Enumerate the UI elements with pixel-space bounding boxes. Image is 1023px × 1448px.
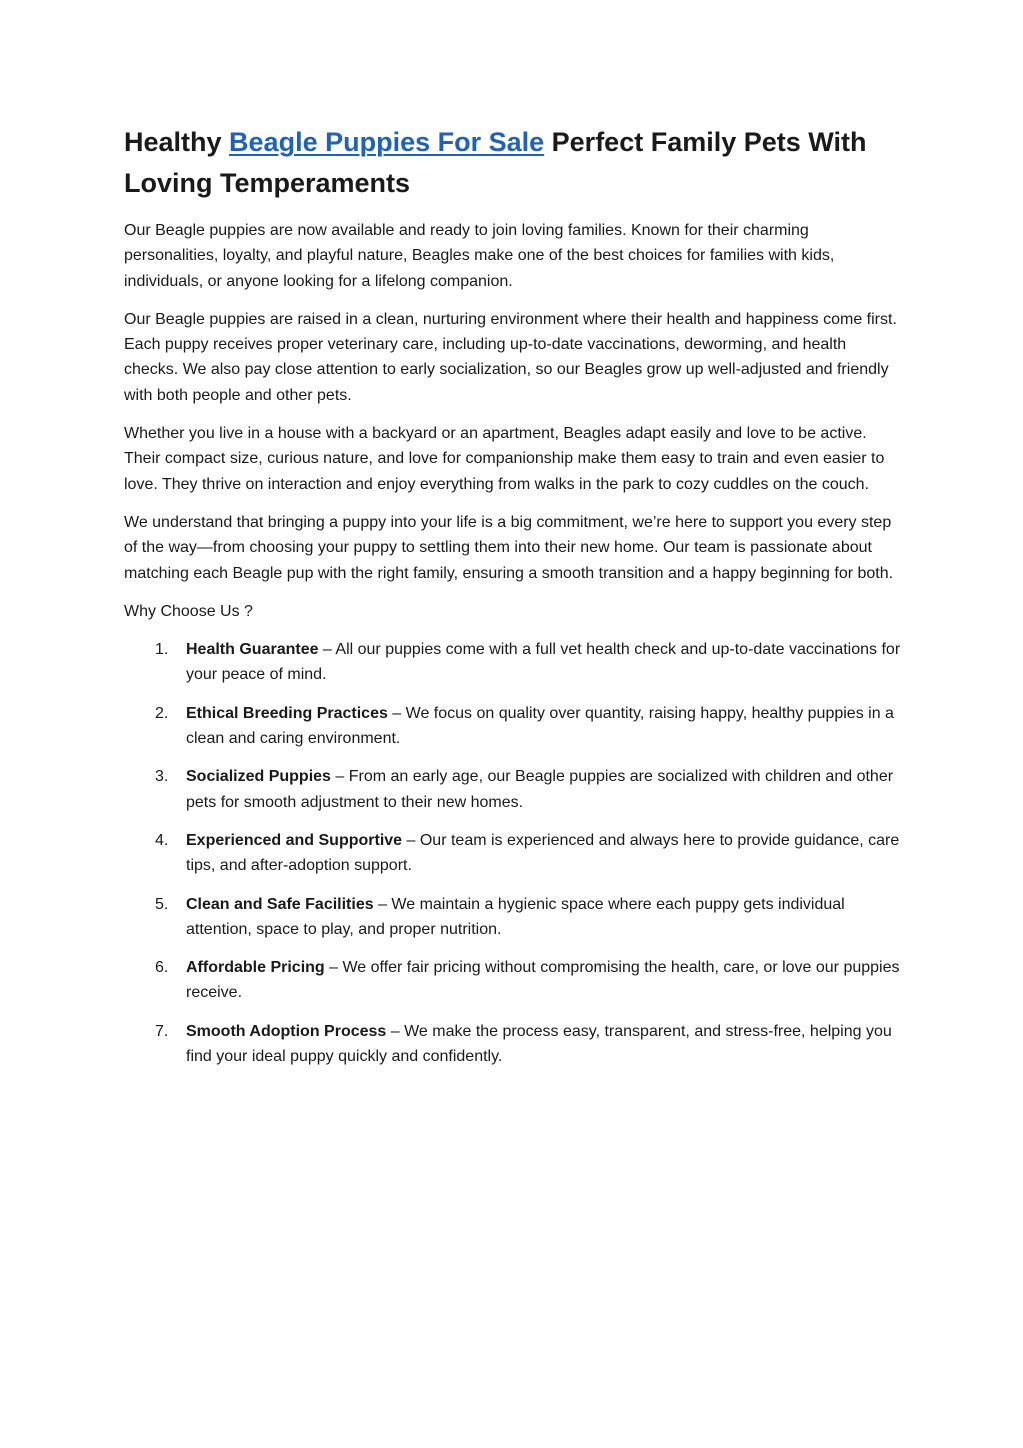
list-item [124, 828, 902, 879]
list-number: 4. [155, 831, 169, 849]
lifestyle-paragraph: Whether you live in a house with a backyard or an apartment, Beagles adapt easily and love to be active. Their compact size, curious nature, and love for companionship make them easy to train and even easier to love. They thrive on interaction and enjoy everything from walks in the park to cozy cuddles on the couch. [124, 425, 885, 493]
list-number: 1. [155, 641, 169, 659]
list-item [124, 1019, 902, 1070]
care-paragraph: Our Beagle puppies are raised in a clean, nurturing environment where their health and happiness come first. Each puppy receives proper veterinary care, including up-to-date vaccinations, deworming, and health checks. We also pay close attention to early socialization, so our Beagles grow up well-adjusted and friendly with both people and other pets. [124, 310, 897, 404]
title-suffix: Perfect Family Pets With Loving Temperaments [124, 127, 867, 198]
benefit-text: – We focus on quality over quantity, raising happy, healthy puppies in a clean and caring environment. [186, 704, 894, 748]
intro-paragraph: Our Beagle puppies are now available and ready to join loving families. Known for their charming personalities, loyalty, and playful nature, Beagles make one of the best choices for families with kids, individuals, or anyone looking for a lifelong companion. [124, 222, 835, 290]
benefit-title: Socialized Puppies [186, 768, 331, 786]
benefit-text: – We maintain a hygienic space where each puppy gets individual attention, space to play, and proper nutrition. [186, 895, 845, 938]
list-number: 2. [155, 704, 169, 722]
list-item [124, 701, 902, 752]
list-item [124, 637, 902, 688]
list-number: 6. [155, 959, 169, 977]
list-number: 3. [155, 768, 169, 786]
support-paragraph: We understand that bringing a puppy into your life is a big commitment, we’re here to support you every step of the way—from choosing your puppy to settling them into their new home. Our team is passionate about matching each Beagle pup with the right family, ensuring a smooth transition and a happy beginning for both. [124, 513, 894, 582]
document-page [124, 122, 902, 1082]
benefit-text: – All our puppies come with a full vet health check and up-to-date vaccinations for your peace of mind. [186, 641, 901, 684]
list-number: 7. [155, 1022, 169, 1040]
benefit-title: Ethical Breeding Practices [186, 704, 388, 722]
title-prefix: Healthy [124, 127, 230, 157]
benefit-text: – From an early age, our Beagle puppies are socialized with children and other pets for smooth adjustment to their new homes. [186, 768, 894, 811]
list-number: 5. [155, 895, 169, 913]
benefit-title: Affordable Pricing [186, 959, 325, 977]
list-item [124, 892, 902, 943]
benefit-text: – We offer fair pricing without compromising the health, care, or love our puppies receive. [186, 959, 900, 1002]
benefit-title: Experienced and Supportive [186, 831, 403, 849]
list-item [124, 764, 902, 815]
benefit-text: – Our team is experienced and always here to provide guidance, care tips, and after-adoption support. [186, 831, 900, 875]
why-choose-us-heading: Why Choose Us ? [124, 602, 253, 620]
benefits-list [124, 637, 902, 1069]
benefit-title: Smooth Adoption Process [186, 1022, 387, 1040]
benefit-title: Clean and Safe Facilities [186, 895, 374, 913]
beagle-puppies-link[interactable]: Beagle Puppies For Sale [229, 127, 545, 157]
benefit-title: Health Guarantee [186, 641, 319, 659]
page-title [124, 122, 902, 204]
list-item [124, 955, 902, 1006]
benefit-text: – We make the process easy, transparent, and stress-free, helping you find your ideal puppy quickly and confidently. [186, 1022, 892, 1066]
